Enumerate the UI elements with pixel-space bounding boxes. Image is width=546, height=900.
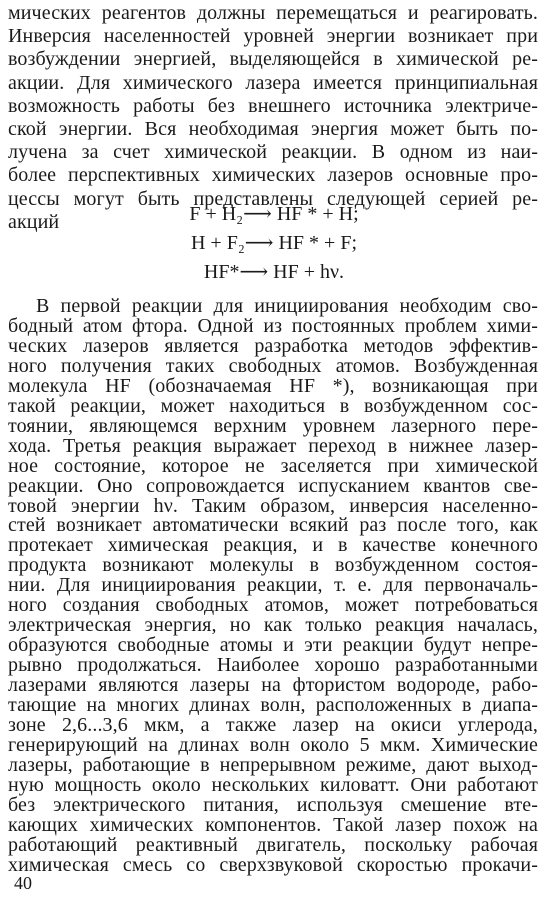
text-line: электрическая энергия, но как только реакция началась, [8, 614, 538, 637]
text-line: химическая смесь со сверхзвуковой скоростью прокачи- [8, 853, 538, 876]
text-line: акций [8, 210, 60, 233]
text-line: возбуждении энергией, выделяющейся в химической ре- [8, 48, 538, 71]
text-line: мических реагентов должны перемещаться и реагировать. [8, 2, 538, 24]
text-line: генерирующий на длинах волн около 5 мкм. Химические [8, 733, 538, 756]
text-line: более перспективных химических лазеров основные про- [8, 164, 538, 187]
text-line: Инверсия населенностей уровней энергии возникает при [8, 25, 538, 48]
text-line: рывно продолжаться. Наиболее хорошо разработанными [8, 654, 538, 677]
text-line: тоянии, являющемся верхним уровнем лазерного пере- [8, 414, 538, 437]
text-line: стей возникает автоматически всякий раз после того, как [8, 514, 538, 537]
text-line: кающих химических компонентов. Такой лазер похож на [8, 813, 538, 836]
book-page [8, 0, 540, 900]
text-line: тающие на многих длинах волн, расположенных в диапа- [8, 694, 538, 716]
text-line: бодный атом фтора. Одной из постоянных проблем хими- [8, 314, 538, 337]
text-line: ную мощность около нескольких киловатт. Они работают [8, 773, 538, 796]
text-line: реакции. Оно сопровождается испусканием квантов све- [8, 474, 538, 497]
text-line: работающий реактивный двигатель, поскольку рабочая [8, 833, 538, 856]
text-line: образуются свободные атомы и эти реакции будут непре- [8, 634, 538, 657]
equation-line: F + H₂⟶ HF * + H; [189, 203, 359, 225]
text-line: продукта возникают молекулы в возбужденном состоя- [8, 554, 538, 577]
text-line: лазерами являются лазеры на фтористом водороде, рабо- [8, 674, 538, 697]
text-line: ской энергии. Вся необходимая энергия может быть по- [8, 118, 538, 140]
text-line: протекает химическая реакция, и в качестве конечного [8, 534, 538, 557]
text-line: зоне 2,6...3,6 мкм, а также лазер на окиси углерода, [8, 713, 538, 736]
text-line: лазеры, работающие в непрерывном режиме, дают выход- [8, 753, 538, 776]
text-line: без электрического питания, используя смешение вте- [8, 793, 538, 816]
text-line: ного создания свободных атомов, может потребоваться [8, 594, 538, 617]
text-line: В первой реакции для инициирования необходим сво- [36, 295, 538, 317]
text-line: возможность работы без внешнего источника электриче- [8, 94, 538, 117]
page-number: 40 [14, 873, 32, 893]
text-line: цессы могут быть представлены следующей серией ре- [8, 187, 538, 210]
text-line: такой реакции, может находиться в возбужденном сос- [8, 394, 538, 417]
text-line: ного получения таких свободных атомов. Возбужденная [8, 354, 538, 377]
text-line: лучена за счет химической реакции. В одном из наи- [8, 141, 538, 164]
equation-line: HF*⟶ HF + hν. [203, 261, 345, 283]
text-line: хода. Третья реакция выражает переход в нижнее лазер- [8, 434, 538, 457]
text-line: товой энергии hν. Таким образом, инверсия населенно- [8, 494, 538, 517]
text-line: молекула HF (обозначаемая HF *), возникающая при [8, 374, 538, 397]
equation-line: H + F₂⟶ HF * + F; [190, 232, 357, 254]
text-line: нии. Для инициирования реакции, т. е. для первоначаль- [8, 574, 538, 597]
text-line: акции. Для химического лазера имеется принципиальная [8, 71, 538, 94]
text-line: ное состояние, которое не заселяется при химической [8, 454, 538, 477]
text-line: ческих лазеров является разработка методов эффектив- [8, 334, 538, 357]
